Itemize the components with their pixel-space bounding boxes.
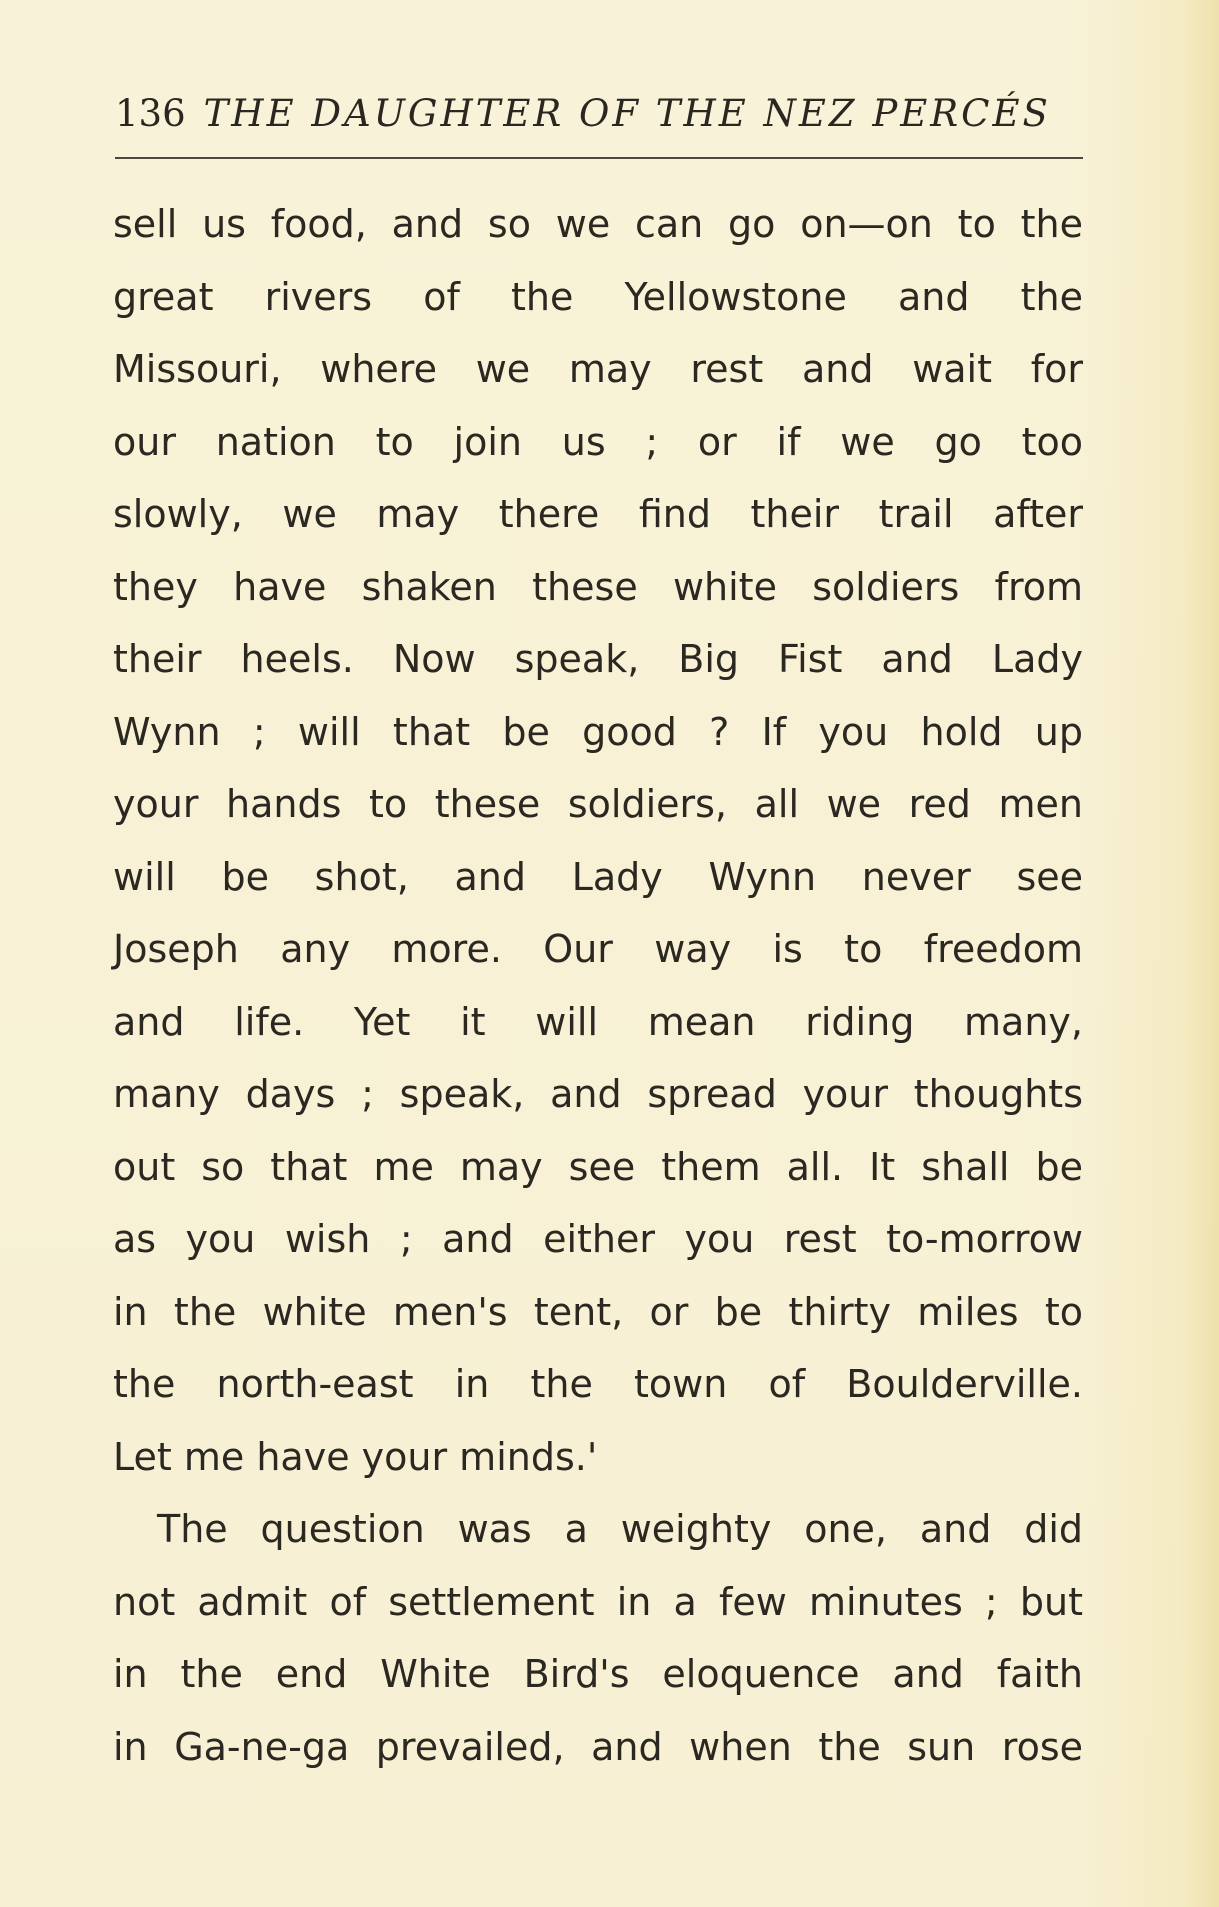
text-line: your hands to these soldiers, all we red men (113, 782, 1083, 826)
text-line: will be shot, and Lady Wynn never see (113, 854, 1083, 899)
text-line: Let me have your minds.' (113, 1434, 598, 1479)
text-line: great rivers of the Yellowstone and the (113, 274, 1083, 319)
text-line: The question was a weighty one, and did (157, 1507, 1083, 1551)
body-text (113, 188, 1083, 1783)
running-title: THE DAUGHTER OF THE NEZ PERCÉS (203, 92, 1051, 135)
text-line: sell us food, and so we can go on—on to the (113, 202, 1083, 246)
text-line: their heels. Now speak, Big Fist and Lady (113, 637, 1083, 681)
running-head (115, 92, 1085, 150)
text-line: they have shaken these white soldiers from (113, 564, 1083, 609)
text-line: Wynn ; will that be good ? If you hold up (113, 709, 1083, 754)
text-line: and life. Yet it will mean riding many, (113, 999, 1083, 1044)
text-line: as you wish ; and either you rest to-morrow (113, 1217, 1083, 1261)
page-number: 136 (115, 92, 186, 135)
text-line: slowly, we may there find their trail after (113, 492, 1083, 536)
text-line: out so that me may see them all. It shall be (113, 1144, 1083, 1189)
text-line: our nation to join us ; or if we go too (113, 419, 1083, 464)
text-line: in the white men's tent, or be thirty miles to (113, 1289, 1083, 1334)
text-line: Missouri, where we may rest and wait for (113, 347, 1083, 391)
text-line: in the end White Bird's eloquence and faith (113, 1652, 1083, 1696)
text-line: the north-east in the town of Boulderville. (113, 1362, 1083, 1406)
text-line: not admit of settlement in a few minutes ; but (113, 1579, 1083, 1624)
header-rule (115, 157, 1083, 159)
text-line: many days ; speak, and spread your thoughts (113, 1072, 1083, 1116)
text-line: Joseph any more. Our way is to freedom (113, 927, 1083, 971)
text-line: in Ga-ne-ga prevailed, and when the sun rose (113, 1724, 1083, 1769)
